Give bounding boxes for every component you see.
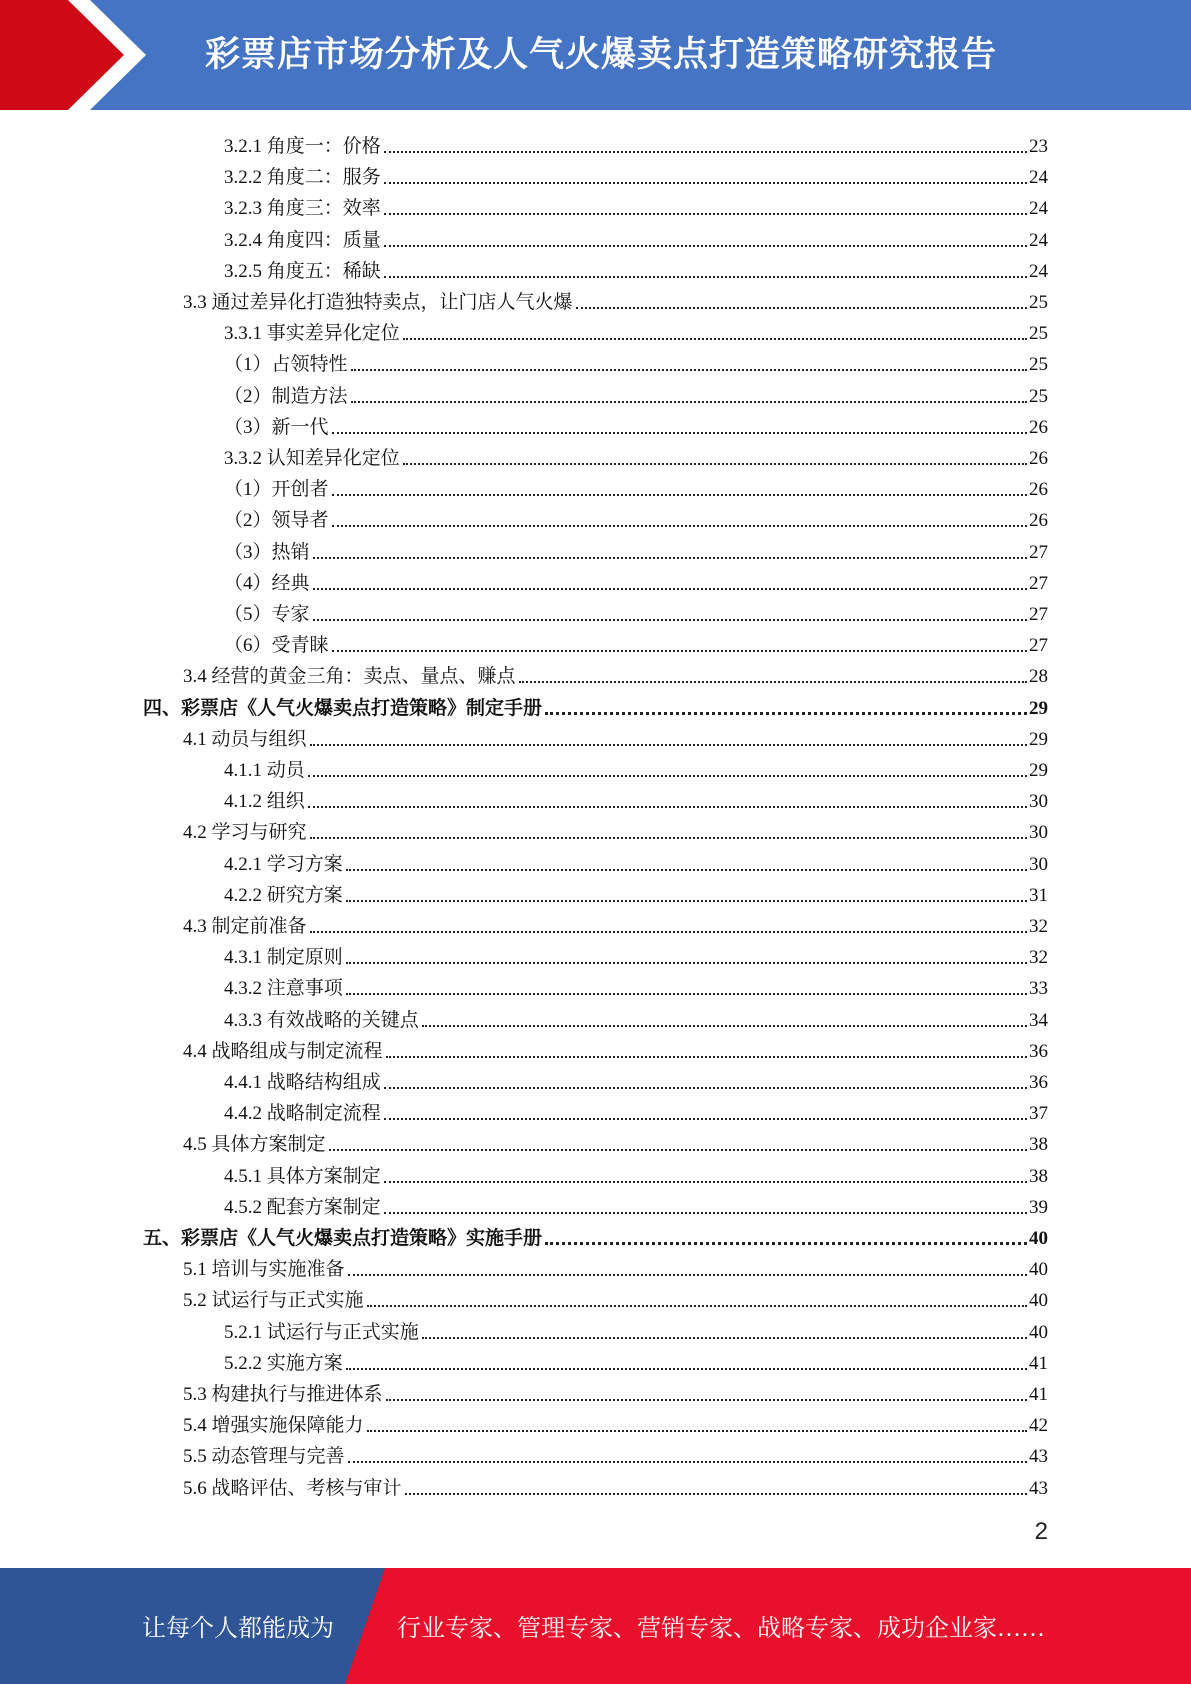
toc-entry-page: 36 <box>1029 1040 1048 1062</box>
toc-dot-leader <box>348 1274 1027 1276</box>
toc-entry[interactable] <box>183 1469 1048 1500</box>
toc-entry[interactable] <box>224 1344 1048 1375</box>
toc-dot-leader <box>308 775 1027 777</box>
toc-entry[interactable] <box>224 564 1048 595</box>
toc-entry-page: 24 <box>1029 229 1048 251</box>
toc-entry-label: 3.3.1 事实差异化定位 <box>224 323 400 345</box>
toc-dot-leader <box>332 650 1027 652</box>
toc-dot-leader <box>384 182 1027 184</box>
toc-entry-page: 40 <box>1029 1321 1048 1343</box>
toc-entry-label: 5.6 战略评估、考核与审计 <box>183 1477 402 1499</box>
toc-dot-leader <box>384 213 1027 215</box>
toc-entry-page: 32 <box>1029 916 1048 937</box>
toc-entry[interactable] <box>224 377 1048 408</box>
toc-dot-leader <box>332 494 1027 496</box>
toc-dot-leader <box>545 1242 1027 1245</box>
toc-entry-label: 4.3 制定前准备 <box>183 916 307 937</box>
toc-entry-page: 25 <box>1029 385 1048 407</box>
toc-entry[interactable] <box>183 1406 1048 1437</box>
toc-entry-page: 43 <box>1029 1477 1048 1499</box>
toc-entry-label: 3.2.1 角度一：价格 <box>224 136 381 157</box>
toc-entry[interactable] <box>224 221 1048 252</box>
toc-entry-page: 24 <box>1029 198 1048 220</box>
toc-dot-leader <box>367 1430 1027 1432</box>
toc-entry-page: 25 <box>1029 354 1048 376</box>
toc-entry[interactable] <box>224 751 1048 782</box>
toc-dot-leader <box>384 1118 1027 1120</box>
toc-entry-label: 4.2 学习与研究 <box>183 822 307 844</box>
toc-entry[interactable] <box>224 345 1048 376</box>
toc-entry-page: 43 <box>1029 1446 1048 1468</box>
toc-entry-page: 32 <box>1029 947 1048 969</box>
toc-entry-page: 26 <box>1029 448 1048 469</box>
toc-entry-page: 37 <box>1029 1103 1048 1125</box>
toc-entry-label: （1）占领特性 <box>224 354 348 376</box>
toc-dot-leader <box>332 432 1027 434</box>
toc-entry-label: 4.5.1 具体方案制定 <box>224 1165 381 1187</box>
toc-entry-page: 41 <box>1029 1352 1048 1374</box>
toc-entry[interactable] <box>224 595 1048 626</box>
toc-entry-label: 4.4 战略组成与制定流程 <box>183 1040 383 1062</box>
toc-entry[interactable] <box>183 1250 1048 1281</box>
toc-entry[interactable] <box>183 283 1048 314</box>
toc-entry-label: 3.2.3 角度三：效率 <box>224 198 381 220</box>
toc-dot-leader <box>386 1056 1027 1058</box>
toc-entry-label: （2）制造方法 <box>224 385 348 407</box>
toc-entry-page: 28 <box>1029 666 1048 688</box>
toc-entry[interactable] <box>224 1001 1048 1032</box>
toc-entry[interactable] <box>143 689 1048 720</box>
toc-entry-page: 26 <box>1029 510 1048 532</box>
toc-entry[interactable] <box>183 1032 1048 1063</box>
toc-dot-leader <box>386 1399 1027 1401</box>
toc-dot-leader <box>346 900 1027 902</box>
toc-entry-label: 5.2.2 实施方案 <box>224 1352 343 1374</box>
toc-entry-label: 4.5.2 配套方案制定 <box>224 1196 381 1218</box>
toc-entry-page: 27 <box>1029 541 1048 563</box>
toc-dot-leader <box>384 1087 1027 1089</box>
toc-entry-label: （3）新一代 <box>224 416 329 438</box>
toc-dot-leader <box>308 806 1027 808</box>
toc-entry-label: （4）经典 <box>224 572 310 594</box>
toc-entry-page: 33 <box>1029 978 1048 1000</box>
toc-dot-leader <box>384 1212 1027 1214</box>
footer-banner <box>0 1568 1191 1684</box>
toc-entry[interactable] <box>224 314 1048 345</box>
toc-entry[interactable] <box>224 439 1048 470</box>
toc-entry-page: 29 <box>1029 760 1048 781</box>
toc-dot-leader <box>403 463 1027 465</box>
toc-entry-label: 5.4 增强实施保障能力 <box>183 1415 364 1437</box>
toc-entry-page: 40 <box>1029 1228 1048 1249</box>
toc-entry-label: 3.4 经营的黄金三角：卖点、量点、赚点 <box>183 666 516 688</box>
toc-dot-leader <box>310 837 1027 839</box>
toc-entry-page: 23 <box>1029 136 1048 157</box>
toc-entry[interactable] <box>224 1063 1048 1094</box>
toc-entry[interactable] <box>183 1437 1048 1468</box>
toc-entry[interactable] <box>183 720 1048 751</box>
toc-entry-page: 36 <box>1029 1072 1048 1093</box>
toc-entry-label: 3.2.5 角度五：稀缺 <box>224 260 381 282</box>
toc-entry-label: 5.3 构建执行与推进体系 <box>183 1384 383 1405</box>
toc-dot-leader <box>310 931 1027 933</box>
toc-entry-page: 42 <box>1029 1415 1048 1437</box>
toc-entry[interactable] <box>183 813 1048 844</box>
toc-entry-page: 40 <box>1029 1290 1048 1312</box>
toc-dot-leader <box>313 588 1027 590</box>
toc-entry[interactable] <box>183 1125 1048 1156</box>
toc-entry-page: 26 <box>1029 416 1048 438</box>
toc-entry-label: 4.5 具体方案制定 <box>183 1134 326 1156</box>
toc-dot-leader <box>351 369 1027 371</box>
toc-dot-leader <box>310 744 1027 746</box>
toc-dot-leader <box>332 525 1027 527</box>
toc-entry[interactable] <box>224 626 1048 657</box>
toc-entry[interactable] <box>224 1188 1048 1219</box>
toc-entry-label: （6）受青睐 <box>224 635 329 657</box>
toc-entry-label: 3.3.2 认知差异化定位 <box>224 448 400 469</box>
toc-entry[interactable] <box>224 845 1048 876</box>
toc-entry-label: 4.2.1 学习方案 <box>224 853 343 875</box>
toc-entry-page: 40 <box>1029 1259 1048 1281</box>
toc-entry-label: 4.2.2 研究方案 <box>224 884 343 906</box>
toc-entry-label: （3）热销 <box>224 541 310 563</box>
toc-entry-page: 41 <box>1029 1384 1048 1405</box>
toc-dot-leader <box>367 1305 1027 1307</box>
toc-entry[interactable] <box>183 1281 1048 1312</box>
toc-dot-leader <box>348 1461 1027 1463</box>
toc-dot-leader <box>346 869 1027 871</box>
toc-entry-page: 24 <box>1029 260 1048 282</box>
toc-entry-label: 3.3 通过差异化打造独特卖点，让门店人气火爆 <box>183 292 573 313</box>
toc-dot-leader <box>384 151 1027 153</box>
toc-entry-label: 5.5 动态管理与完善 <box>183 1446 345 1468</box>
toc-dot-leader <box>384 1181 1027 1183</box>
toc-entry-label: （2）领导者 <box>224 510 329 532</box>
toc-dot-leader <box>346 993 1027 995</box>
toc-entry-page: 38 <box>1029 1134 1048 1156</box>
toc-entry-page: 25 <box>1029 292 1048 313</box>
toc-dot-leader <box>545 712 1027 715</box>
toc-dot-leader <box>384 276 1027 278</box>
toc-entry-page: 29 <box>1029 728 1048 750</box>
toc-entry-label: 4.1 动员与组织 <box>183 728 307 750</box>
toc-entry-page: 24 <box>1029 167 1048 189</box>
toc-dot-leader <box>422 1337 1027 1339</box>
toc-dot-leader <box>519 681 1027 683</box>
toc-entry[interactable] <box>224 252 1048 283</box>
toc-entry-page: 27 <box>1029 572 1048 594</box>
toc-entry-page: 29 <box>1029 697 1048 719</box>
toc-entry-label: 4.4.1 战略结构组成 <box>224 1072 381 1093</box>
toc-entry[interactable] <box>224 158 1048 189</box>
toc-entry-label: （5）专家 <box>224 604 310 625</box>
toc-dot-leader <box>351 401 1027 403</box>
toc-entry[interactable] <box>224 782 1048 813</box>
toc-entry-label: 3.2.4 角度四：质量 <box>224 229 381 251</box>
toc-entry[interactable] <box>224 1094 1048 1125</box>
toc-dot-leader <box>313 619 1027 621</box>
toc-dot-leader <box>313 557 1027 559</box>
toc-entry[interactable] <box>224 127 1048 158</box>
toc-entry[interactable] <box>224 969 1048 1000</box>
toc-entry-page: 31 <box>1029 884 1048 906</box>
toc-dot-leader <box>346 962 1027 964</box>
toc-entry[interactable] <box>224 1313 1048 1344</box>
toc-entry-page: 27 <box>1029 604 1048 625</box>
toc-entry-page: 30 <box>1029 853 1048 875</box>
toc-entry[interactable] <box>224 938 1048 969</box>
toc-entry-label: 4.3.3 有效战略的关键点 <box>224 1009 419 1031</box>
toc-entry[interactable] <box>224 1157 1048 1188</box>
toc-entry[interactable] <box>224 189 1048 220</box>
toc-entry-label: 4.3.1 制定原则 <box>224 947 343 969</box>
report-title: 彩票店市场分析及人气火爆卖点打造策略研究报告 <box>205 35 998 75</box>
toc-dot-leader <box>422 1025 1027 1027</box>
toc-dot-leader <box>405 1493 1027 1495</box>
toc-entry-label: 4.3.2 注意事项 <box>224 978 343 1000</box>
toc-dot-leader <box>576 307 1027 309</box>
toc-dot-leader <box>384 245 1027 247</box>
toc-entry-label: 4.1.1 动员 <box>224 760 305 781</box>
toc-entry-page: 30 <box>1029 822 1048 844</box>
toc-entry-page: 26 <box>1029 479 1048 501</box>
toc-entry[interactable] <box>183 1375 1048 1406</box>
toc-entry[interactable] <box>224 501 1048 532</box>
toc-dot-leader <box>403 338 1027 340</box>
toc-entry-page: 27 <box>1029 635 1048 657</box>
toc-entry-label: 四、彩票店《人气火爆卖点打造策略》制定手册 <box>143 697 543 719</box>
toc-entry[interactable] <box>183 907 1048 938</box>
header-banner <box>0 0 1191 110</box>
toc-dot-leader <box>329 1149 1027 1151</box>
toc-entry-page: 34 <box>1029 1009 1048 1031</box>
toc-entry[interactable] <box>224 533 1048 564</box>
toc-entry-label: 4.4.2 战略制定流程 <box>224 1103 381 1125</box>
toc-entry[interactable] <box>143 1219 1048 1250</box>
toc-entry[interactable] <box>224 408 1048 439</box>
toc-entry-page: 30 <box>1029 791 1048 813</box>
toc-entry-label: 5.2 试运行与正式实施 <box>183 1290 364 1312</box>
toc-dot-leader <box>346 1368 1027 1370</box>
toc-entry-label: 4.1.2 组织 <box>224 791 305 813</box>
toc-entry-page: 39 <box>1029 1196 1048 1218</box>
footer-slogan-right: 行业专家、管理专家、营销专家、战略专家、成功企业家…… <box>397 1616 1045 1642</box>
toc-entry-label: （1）开创者 <box>224 479 329 501</box>
toc-entry-label: 3.2.2 角度二：服务 <box>224 167 381 189</box>
toc-entry-label: 5.1 培训与实施准备 <box>183 1259 345 1281</box>
toc-entry-label: 5.2.1 试运行与正式实施 <box>224 1321 419 1343</box>
toc-entry[interactable] <box>224 470 1048 501</box>
toc-entry-page: 25 <box>1029 323 1048 345</box>
footer-slogan-left: 让每个人都能成为 <box>142 1616 334 1642</box>
toc-entry-page: 38 <box>1029 1165 1048 1187</box>
toc-entry[interactable] <box>183 657 1048 688</box>
page-number: 2 <box>1034 1518 1048 1545</box>
toc-entry[interactable] <box>224 876 1048 907</box>
toc-entry-label: 五、彩票店《人气火爆卖点打造策略》实施手册 <box>143 1228 543 1249</box>
